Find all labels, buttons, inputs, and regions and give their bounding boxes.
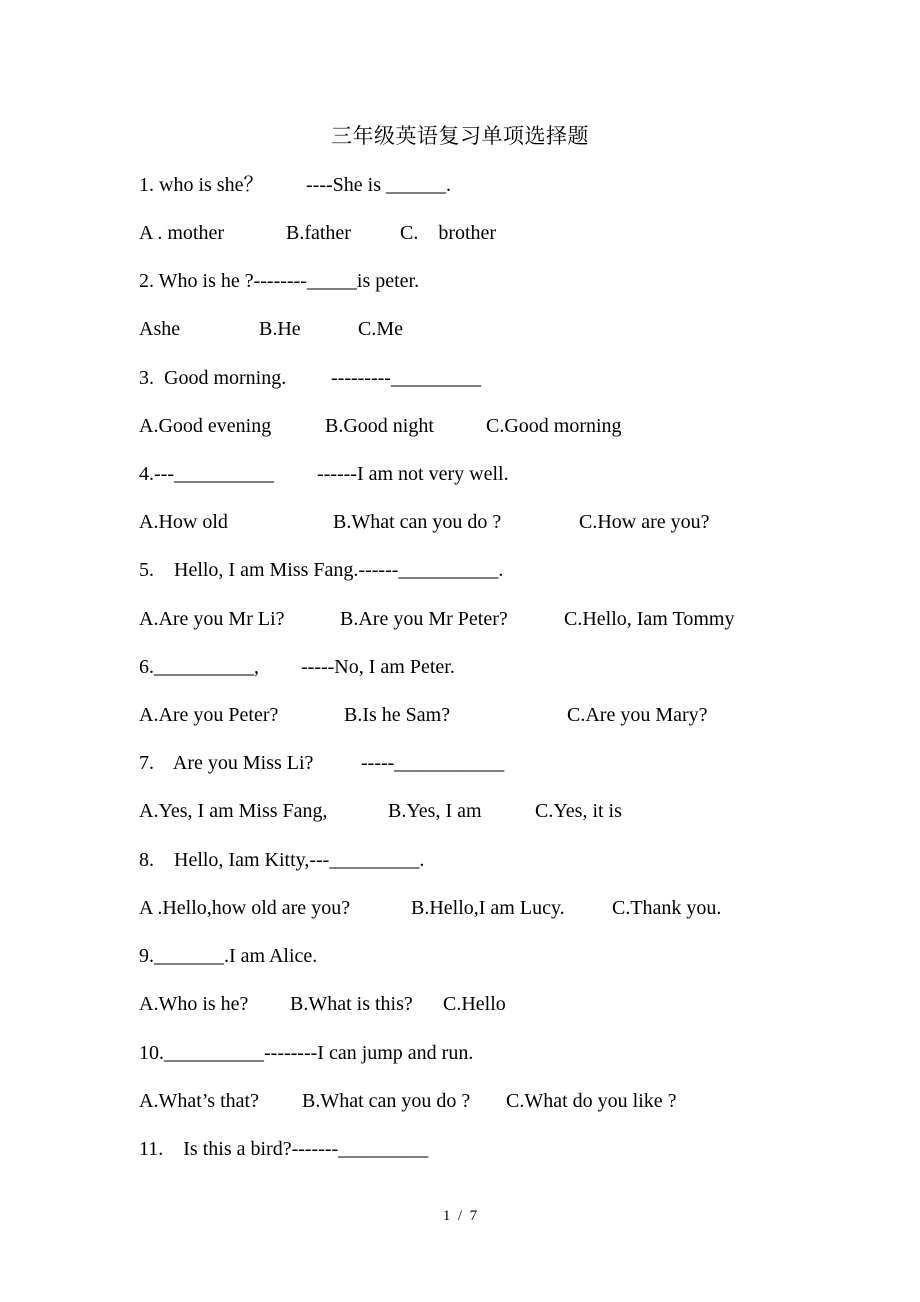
option-c: C.Me <box>358 318 403 340</box>
question-4 <box>139 460 509 488</box>
question-5 <box>139 556 504 584</box>
question-1-options <box>139 219 497 247</box>
question-8-options <box>139 894 722 922</box>
option-a: Ashe <box>139 318 181 340</box>
option-b: B.Is he Sam? <box>344 704 451 726</box>
option-c: C.Thank you. <box>612 897 722 919</box>
question-11-prompt: 11. Is this a bird?-------_________ <box>139 1138 429 1160</box>
question-3-prompt: 3. Good morning. <box>139 367 287 389</box>
question-10-options <box>139 1087 677 1115</box>
option-b: B.What is this? <box>290 993 413 1015</box>
question-8-prompt: 8. Hello, Iam Kitty,---_________. <box>139 849 425 871</box>
option-c: C.Yes, it is <box>535 800 622 822</box>
option-b: B.He <box>259 318 301 340</box>
option-c: C. brother <box>400 222 497 244</box>
page-number: 1 / 7 <box>442 1208 478 1224</box>
question-1-answer: ----She is ______. <box>306 174 451 196</box>
question-1 <box>139 171 451 199</box>
question-2-prompt: 2. Who is he ?--------_____is peter. <box>139 270 420 292</box>
question-2-options <box>139 315 403 343</box>
option-c: C.Hello <box>443 993 506 1015</box>
option-a: A.Good evening <box>139 415 272 437</box>
option-a: A .Hello,how old are you? <box>139 897 351 919</box>
question-6-prompt: 6.__________, <box>139 656 259 678</box>
question-7-options <box>139 797 622 825</box>
question-3 <box>139 364 481 392</box>
option-c: C.Good morning <box>486 415 622 437</box>
question-8 <box>139 846 425 874</box>
question-7-prompt: 7. Are you Miss Li? <box>139 752 314 774</box>
option-c: C.Hello, Iam Tommy <box>564 608 735 630</box>
option-b: B.Yes, I am <box>388 800 482 822</box>
question-4-options <box>139 508 710 536</box>
option-c: C.Are you Mary? <box>567 704 708 726</box>
question-3-answer: ---------_________ <box>331 367 481 389</box>
option-a: A.What’s that? <box>139 1090 259 1112</box>
option-b: B.What can you do ? <box>302 1090 471 1112</box>
option-a: A . mother <box>139 222 224 244</box>
option-a: A.Are you Peter? <box>139 704 279 726</box>
question-4-answer: ------I am not very well. <box>317 463 509 485</box>
question-2 <box>139 267 420 295</box>
question-1-prompt: 1. who is she？ <box>139 174 264 196</box>
question-4-prompt: 4.---__________ <box>139 463 274 485</box>
option-b: B.Are you Mr Peter? <box>340 608 508 630</box>
question-5-prompt: 5. Hello, I am Miss Fang.------__________. <box>139 559 504 581</box>
question-6-options <box>139 701 708 729</box>
option-b: B.What can you do ? <box>333 511 502 533</box>
option-a: A.Who is he? <box>139 993 249 1015</box>
question-5-options <box>139 605 735 633</box>
question-9-options <box>139 990 506 1018</box>
question-6 <box>139 653 455 681</box>
question-10-prompt: 10.__________--------I can jump and run. <box>139 1042 474 1064</box>
option-b: B.father <box>286 222 351 244</box>
option-b: B.Hello,I am Lucy. <box>411 897 565 919</box>
question-6-answer: -----No, I am Peter. <box>301 656 455 678</box>
question-11 <box>139 1135 429 1163</box>
option-a: A.Yes, I am Miss Fang, <box>139 800 328 822</box>
question-9-prompt: 9._______.I am Alice. <box>139 945 318 967</box>
question-7 <box>139 749 505 777</box>
page-title: 三年级英语复习单项选择题 <box>331 124 589 148</box>
question-9 <box>139 942 318 970</box>
option-c: C.How are you? <box>579 511 710 533</box>
option-a: A.Are you Mr Li? <box>139 608 285 630</box>
question-10 <box>139 1039 474 1067</box>
option-c: C.What do you like ? <box>506 1090 677 1112</box>
question-3-options <box>139 412 622 440</box>
question-7-answer: -----___________ <box>361 752 505 774</box>
option-b: B.Good night <box>325 415 434 437</box>
option-a: A.How old <box>139 511 228 533</box>
